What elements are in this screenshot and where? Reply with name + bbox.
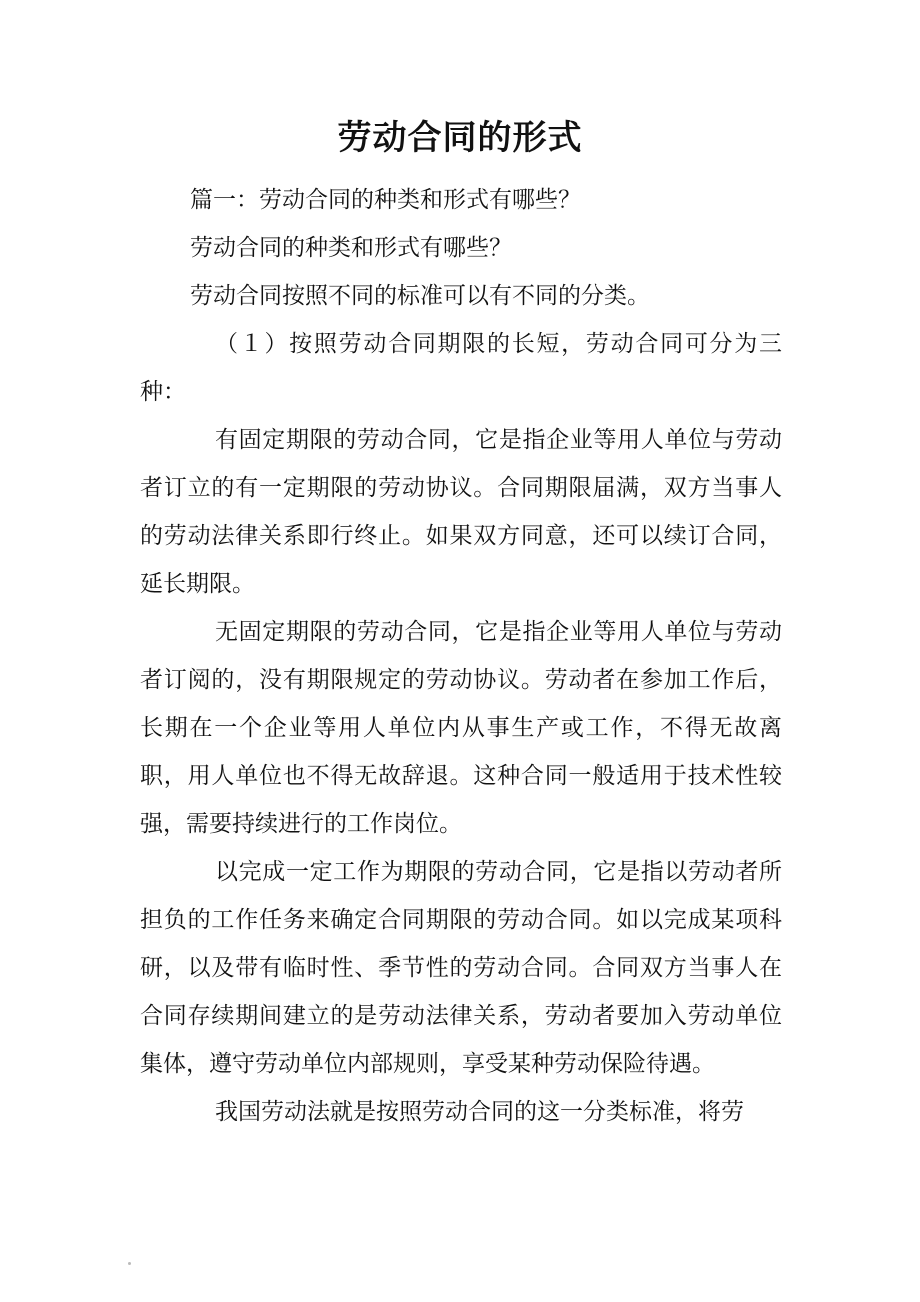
paragraph-fixed-term-contract: 有固定期限的劳动合同，它是指企业等用人单位与劳动者订立的有一定期限的劳动协议。合同期限届满，双方当事人的劳动法律关系即行终止。如果双方同意，还可以续订合同，延长期限。 xyxy=(140,427,782,597)
paragraph-section-heading: 篇一：劳动合同的种类和形式有哪些？ xyxy=(190,187,581,213)
paragraph-open-ended-contract: 无固定期限的劳动合同，它是指企业等用人单位与劳动者订阅的，没有期限规定的劳动协议。劳动者在参加工作后，长期在一个企业等用人单位内从事生产或工作，不得无故离职，用人单位也不得无故辞退。这种合同一般适用于技术性较强，需要持续进行的工作岗位。 xyxy=(140,619,782,837)
page-title: 劳动合同的形式 xyxy=(337,118,583,158)
paragraph-question: 劳动合同的种类和形式有哪些？ xyxy=(190,235,512,261)
paragraph-classification-by-term: （１）按照劳动合同期限的长短，劳动合同可分为三种： xyxy=(140,331,782,405)
paragraph-labor-law: 我国劳动法就是按照劳动合同的这一分类标准，将劳 xyxy=(215,1099,744,1125)
paragraph-intro: 劳动合同按照不同的标准可以有不同的分类。 xyxy=(190,283,650,309)
document-body xyxy=(140,176,782,1136)
scan-speck xyxy=(128,1262,131,1265)
paragraph-task-based-contract: 以完成一定工作为期限的劳动合同，它是指以劳动者所担负的工作任务来确定合同期限的劳动合同。如以完成某项科研，以及带有临时性、季节性的劳动合同。合同双方当事人在合同存续期间建立的是劳动法律关系，劳动者要加入劳动单位集体，遵守劳动单位内部规则，享受某种劳动保险待遇。 xyxy=(140,859,782,1077)
